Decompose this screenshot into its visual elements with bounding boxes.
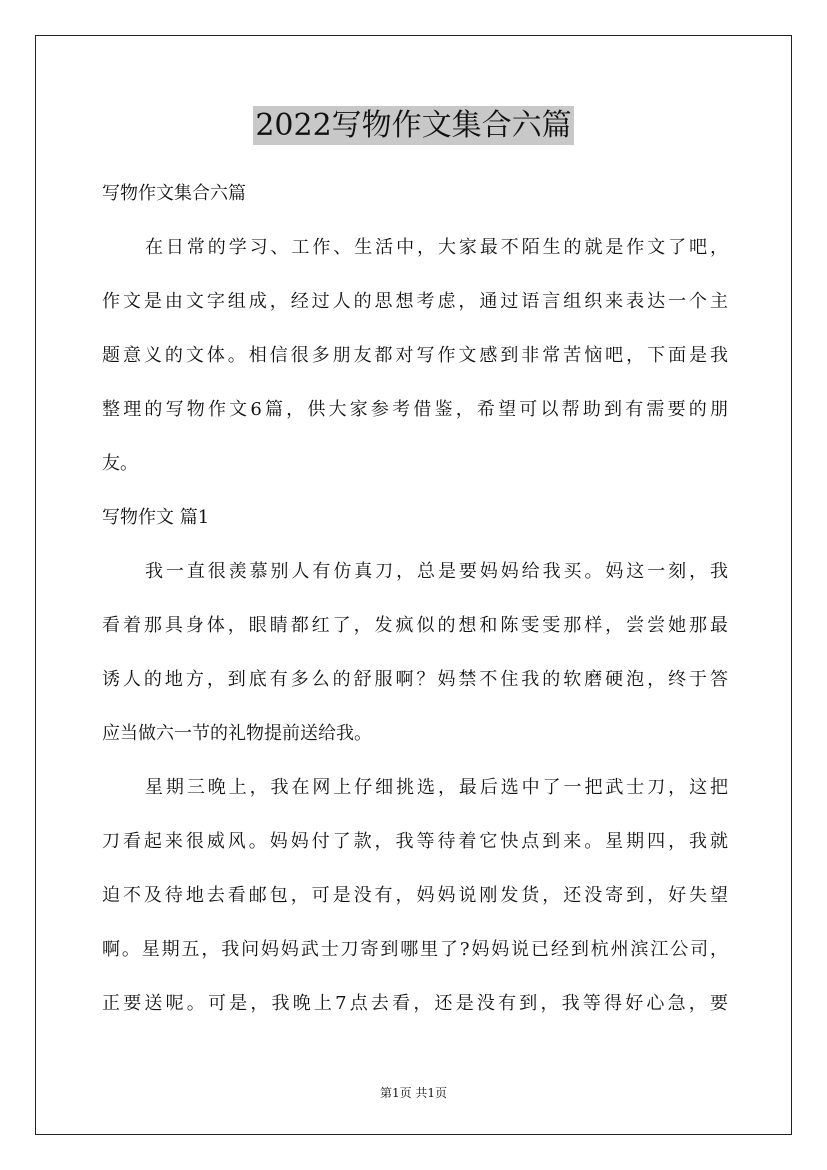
document-body <box>102 176 728 1040</box>
intro-paragraph <box>102 230 728 500</box>
document-title-wrap <box>0 100 827 144</box>
paragraph-line: 啊。星期五，我问妈妈武士刀寄到哪里了?妈妈说已经到杭州滨江公司， <box>102 939 728 960</box>
paragraph-line: 在日常的学习、工作、生活中，大家最不陌生的就是作文了吧， <box>145 237 728 258</box>
paragraph-line: 应当做六一节的礼物提前送给我。 <box>102 723 372 744</box>
document-title: 2022写物作文集合六篇 <box>255 108 572 143</box>
paragraph-line: 整理的写物作文6篇，供大家参考借鉴，希望可以帮助到有需要的朋 <box>102 399 728 420</box>
paragraph-line: 我一直很羡慕别人有仿真刀，总是要妈妈给我买。妈这一刻，我 <box>145 561 728 582</box>
page-footer: 第1页 共1页 <box>379 1086 448 1100</box>
subtitle: 写物作文集合六篇 <box>102 183 246 204</box>
paragraph-line: 作文是由文字组成，经过人的思想考虑，通过语言组织来表达一个主 <box>102 291 728 312</box>
paragraph-line: 刀看起来很威风。妈妈付了款，我等待着它快点到来。星期四，我就 <box>102 831 728 852</box>
paragraph-line: 看着那具身体，眼睛都红了，发疯似的想和陈雯雯那样，尝尝她那最 <box>102 615 728 636</box>
section-heading: 写物作文 篇1 <box>102 507 210 528</box>
paragraph-line: 友。 <box>102 453 138 474</box>
paragraph-line: 题意义的文体。相信很多朋友都对写作文感到非常苦恼吧，下面是我 <box>102 345 728 366</box>
paragraph-line: 正要送呢。可是，我晚上7点去看，还是没有到，我等得好心急，要 <box>102 993 728 1014</box>
paragraph-1 <box>102 554 728 770</box>
paragraph-line: 星期三晚上，我在网上仔细挑选，最后选中了一把武士刀，这把 <box>145 777 728 798</box>
paragraph-line: 诱人的地方，到底有多么的舒服啊？妈禁不住我的软磨硬泡，终于答 <box>102 669 728 690</box>
paragraph-line: 迫不及待地去看邮包，可是没有，妈妈说刚发货，还没寄到，好失望 <box>102 885 728 906</box>
paragraph-2 <box>102 770 728 1040</box>
